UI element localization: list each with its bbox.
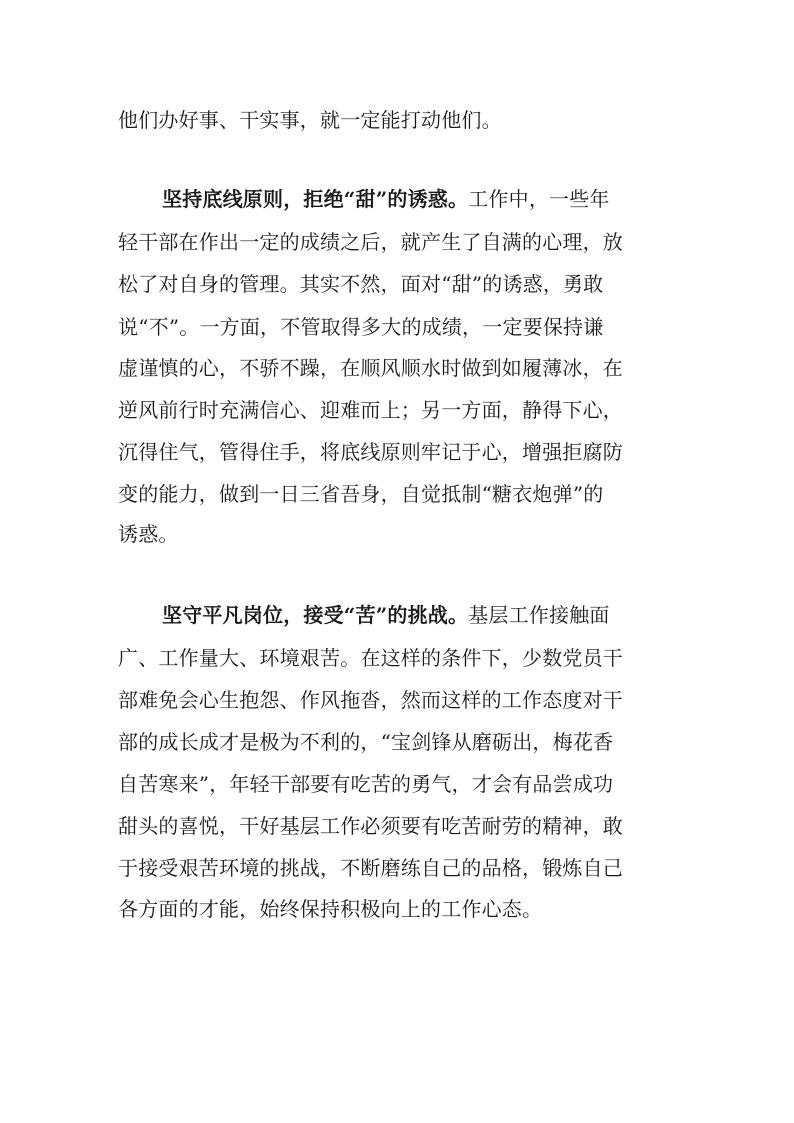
section2-first-line [162,603,722,627]
section1-text-line: 虚谨慎的心，不骄不躁，在顺风顺水时做到如履薄冰，在 [118,356,623,380]
section1-text-line: 逆风前行时充满信心、迎难而上；另一方面，静得下心， [118,398,623,422]
section2-text-line: 甜头的喜悦，干好基层工作必须要有吃苦耐劳的精神，敢 [118,814,623,838]
section1-text-line: 工作中，一些年 [468,187,610,211]
section2-heading: 坚守平凡岗位，接受“苦”的挑战。 [162,603,469,627]
intro-line: 他们办好事、干实事，就一定能打动他们。 [118,108,502,132]
section2-text-line: 广、工作量大、环境艰苦。在这样的条件下，少数党员干 [118,646,623,670]
section2-text-line: 各方面的才能，始终保持积极向上的工作心态。 [118,897,543,921]
section1-text-line: 松了对自身的管理。其实不然，面对“甜”的诱惑，勇敢 [118,272,604,296]
section1-text-line: 诱惑。 [118,522,179,546]
section2-text-line: 自苦寒来”，年轻干部要有吃苦的勇气，才会有品尝成功 [118,772,614,796]
section2-text-line: 基层工作接触面 [468,603,610,627]
section1-heading: 坚持底线原则，拒绝“甜”的诱惑。 [162,187,469,211]
section2-text-line: 部的成长成才是极为不利的，“宝剑锋从磨砺出，梅花香 [118,730,614,754]
section1-text-line: 轻干部在作出一定的成绩之后，就产生了自满的心理，放 [118,230,623,254]
section2-text-line: 于接受艰苦环境的挑战，不断磨练自己的品格，锻炼自己 [118,856,623,880]
section1-text-line: 变的能力，做到一日三省吾身，自觉抵制“糖衣炮弹”的 [118,482,604,506]
section1-first-line [162,187,722,211]
section2-text-line: 部难免会心生抱怨、作风拖沓，然而这样的工作态度对干 [118,688,623,712]
section1-text-line: 沉得住气，管得住手，将底线原则牢记于心，增强拒腐防 [118,440,623,464]
section1-text-line: 说“不”。一方面，不管取得多大的成绩，一定要保持谦 [118,315,604,339]
